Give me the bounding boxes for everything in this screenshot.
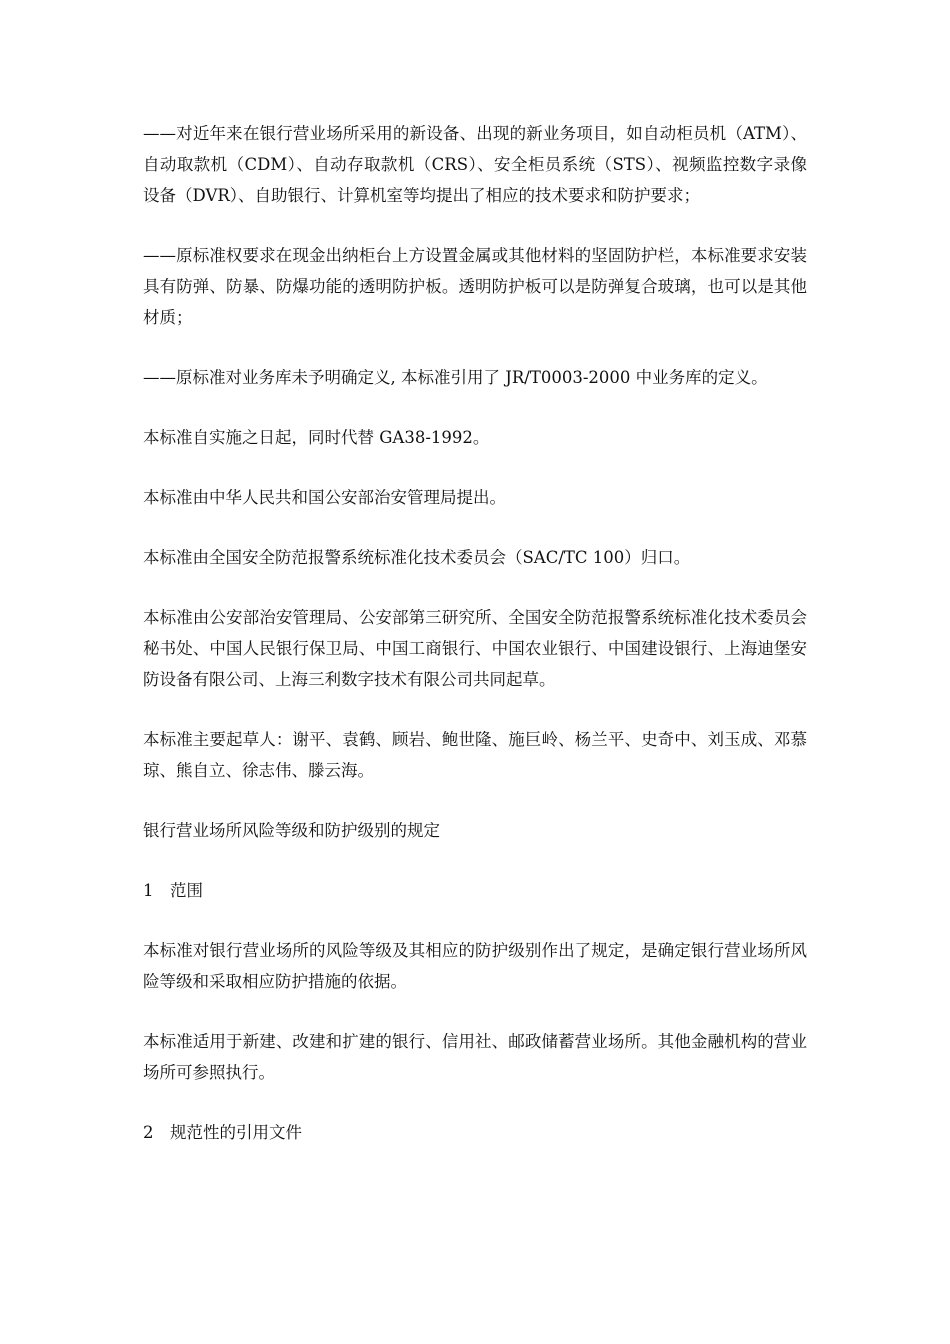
paragraph-centralized-by: 本标准由全国安全防范报警系统标准化技术委员会（SAC/TC 100）归口。: [143, 548, 691, 567]
paragraph-scope-purpose: 本标准对银行营业场所的风险等级及其相应的防护级别作出了规定，是确定银行营业场所风险等级和采取相应防护措施的依据。: [143, 941, 807, 991]
document-page: [143, 118, 807, 1177]
paragraph-new-equipment: ——对近年来在银行营业场所采用的新设备、出现的新业务项目，如自动柜员机（ATM）、自动取款机（CDM）、自动存取款机（CRS）、安全柜员系统（STS）、视频监控数字录像设备（DVR）、自助银行、计算机室等均提出了相应的技术要求和防护要求；: [143, 124, 807, 205]
paragraph-proposed-by: 本标准由中华人民共和国公安部治安管理局提出。: [143, 488, 506, 507]
paragraph-main-drafters: 本标准主要起草人：谢平、袁鹤、顾岩、鲍世隆、施巨岭、杨兰平、史奇中、刘玉成、邓慕琼、熊自立、徐志伟、滕云海。: [143, 730, 807, 780]
section-heading-normative-references: 2 规范性的引用文件: [143, 1123, 302, 1142]
paragraph-drafted-by: 本标准由公安部治安管理局、公安部第三研究所、全国安全防范报警系统标准化技术委员会秘书处、中国人民银行保卫局、中国工商银行、中国农业银行、中国建设银行、上海迪堡安防设备有限公司、上海三利数字技术有限公司共同起草。: [143, 608, 807, 689]
paragraph-scope-applicability: 本标准适用于新建、改建和扩建的银行、信用社、邮政储蓄营业场所。其他金融机构的营业场所可参照执行。: [143, 1032, 807, 1082]
section-heading-scope: 1 范围: [143, 881, 203, 900]
paragraph-vault-definition: ——原标准对业务库未予明确定义, 本标准引用了 JR/T0003-2000 中业务库的定义。: [143, 368, 768, 387]
document-title: 银行营业场所风险等级和防护级别的规定: [143, 821, 440, 840]
paragraph-replaces: 本标准自实施之日起，同时代替 GA38-1992。: [143, 428, 490, 447]
paragraph-protective-panel: ——原标准权要求在现金出纳柜台上方设置金属或其他材料的坚固防护栏，本标准要求安装具有防弹、防暴、防爆功能的透明防护板。透明防护板可以是防弹复合玻璃，也可以是其他材质；: [143, 246, 807, 327]
